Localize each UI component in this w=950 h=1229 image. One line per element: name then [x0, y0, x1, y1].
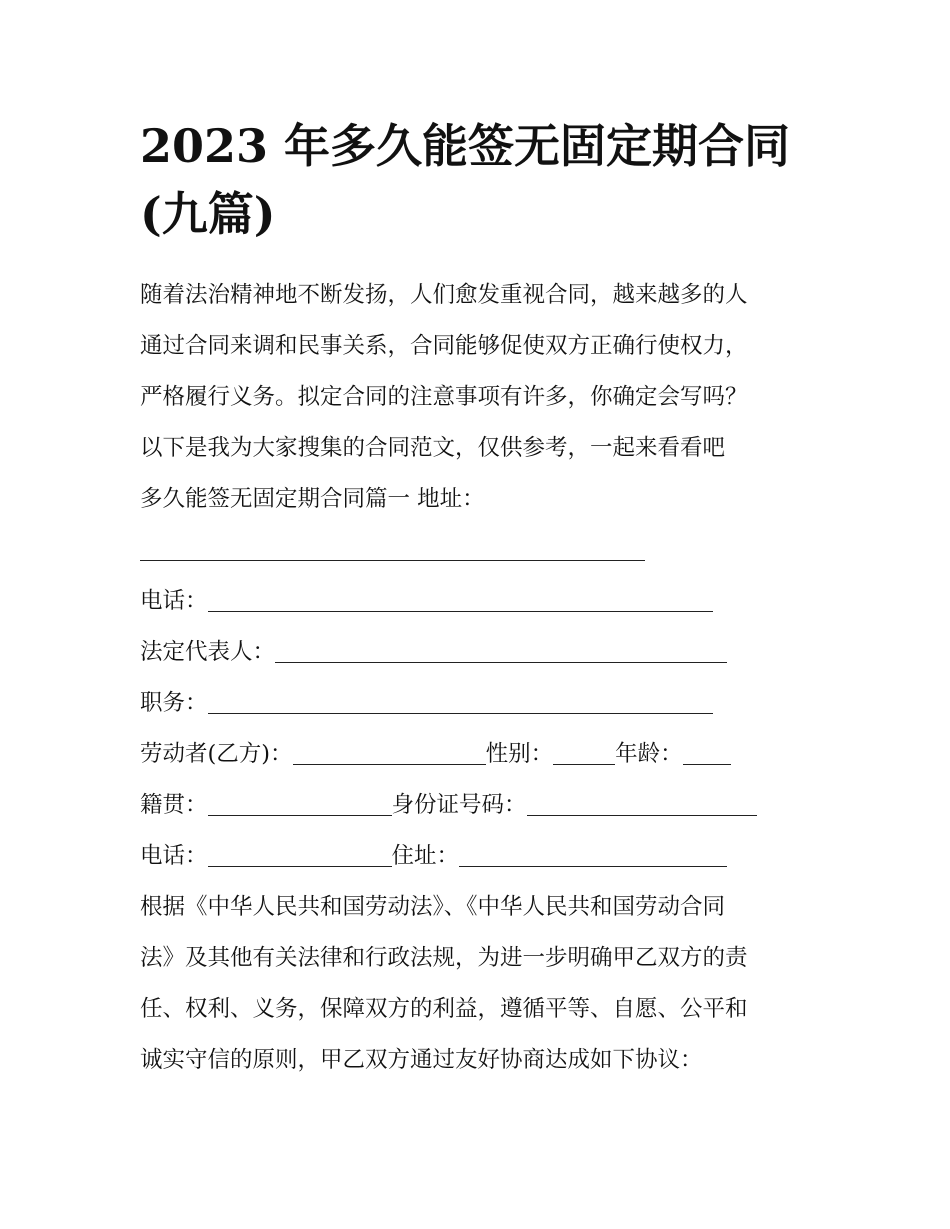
- intro-line-3: 严格履行义务。拟定合同的注意事项有许多，你确定会写吗？: [140, 384, 748, 410]
- document-body: [140, 270, 820, 1086]
- worker-label: 劳动者(乙方)：: [140, 741, 293, 767]
- id-label: 身份证号码：: [391, 792, 527, 818]
- address-blank[interactable]: [140, 538, 645, 561]
- document-title: [140, 112, 820, 248]
- document-page: [140, 112, 820, 1086]
- phone-label: 电话：: [140, 588, 208, 614]
- worker-row: [140, 729, 820, 780]
- intro-line-2: 通过合同来调和民事关系，合同能够促使双方正确行使权力，: [140, 333, 748, 359]
- age-label: 年龄：: [615, 741, 683, 767]
- gender-blank[interactable]: [553, 742, 615, 765]
- phone-row: [140, 576, 820, 627]
- intro-line-4: 以下是我为大家搜集的合同范文，仅供参考，一起来看看吧: [140, 435, 726, 461]
- age-blank[interactable]: [683, 742, 731, 765]
- intro-line-1: 随着法治精神地不断发扬，人们愈发重视合同，越来越多的人: [140, 282, 748, 308]
- address-label: 住址：: [391, 843, 460, 869]
- position-blank[interactable]: [208, 691, 713, 714]
- section-heading: 多久能签无固定期合同篇一 地址：: [140, 486, 485, 512]
- phone-blank[interactable]: [208, 589, 713, 612]
- worker-blank[interactable]: [293, 742, 486, 765]
- phone2-row: [140, 831, 820, 882]
- legal-rep-blank[interactable]: [275, 640, 727, 663]
- gender-label: 性别：: [485, 741, 554, 767]
- legal-rep-row: [140, 627, 820, 678]
- native-place-blank[interactable]: [208, 793, 392, 816]
- position-row: [140, 678, 820, 729]
- clause-line-2: 法》及其他有关法律和行政法规，为进一步明确甲乙双方的责: [140, 945, 748, 971]
- clause-line-3: 任、权利、义务，保障双方的利益，遵循平等、自愿、公平和: [140, 996, 748, 1022]
- clause-line-4: 诚实守信的原则，甲乙双方通过友好协商达成如下协议：: [140, 1047, 703, 1073]
- native-place-label: 籍贯：: [140, 792, 208, 818]
- title-line-2: (九篇): [140, 187, 276, 241]
- phone2-blank[interactable]: [208, 844, 392, 867]
- address2-blank[interactable]: [459, 844, 727, 867]
- clause-line-1: 根据《中华人民共和国劳动法》、《中华人民共和国劳动合同: [140, 894, 726, 920]
- address-blank-line: [140, 525, 820, 576]
- position-label: 职务：: [140, 690, 208, 716]
- title-line-1: 2023 年多久能签无固定期合同: [140, 119, 791, 173]
- id-blank[interactable]: [527, 793, 757, 816]
- phone2-label: 电话：: [140, 843, 208, 869]
- legal-rep-label: 法定代表人：: [140, 639, 276, 665]
- native-place-row: [140, 780, 820, 831]
